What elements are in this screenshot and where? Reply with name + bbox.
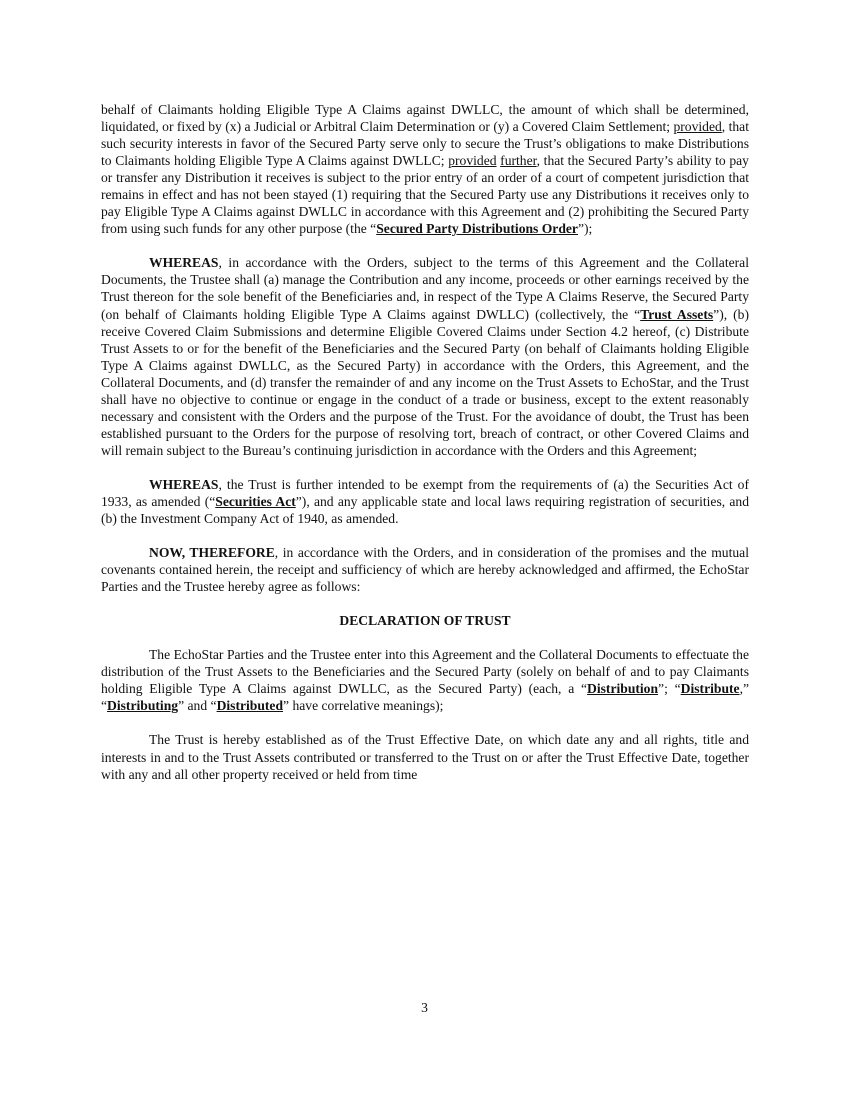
defined-term-distributing: Distributing — [107, 698, 179, 714]
paragraph-trust-established: The Trust is hereby established as of the Trust Effective Date, on which date any and all rights, title and interests in and to the Trust Assets contributed or transferred to the Trust on or after the Trust Effective Date, together with any and all other property received or held from time — [101, 732, 749, 782]
paragraph-distribution-definition: The EchoStar Parties and the Trustee enter into this Agreement and the Collateral Documents to effectuate the distribution of the Trust Assets to the Beneficiaries and the Secured Party (solely on behalf of and to pay Claimants holding Eligible Type A Claims against DWLLC, as the Secured Party) (each, a “Distribution”; “Distribute,” “Distributing” and “Distributed” have correlative meanings); — [101, 647, 749, 714]
section-heading: DECLARATION OF TRUST — [339, 613, 511, 629]
document-body — [101, 101, 749, 800]
page-number: 3 — [421, 1000, 428, 1015]
paragraph-now-therefore: NOW, THEREFORE, in accordance with the Orders, and in consideration of the promises and the mutual covenants contained herein, the receipt and sufficiency of which are hereby acknowledged and affirmed, the EchoStar Parties and the Trustee hereby agree as follows: — [101, 545, 749, 595]
paragraph-secured-party-order: behalf of Claimants holding Eligible Type A Claims against DWLLC, the amount of which shall be determined, liquidated, or fixed by (x) a Judicial or Arbitral Claim Determination or (y) a Covered Claim Settlement; provided, that such security interests in favor of the Secured Party serve only to secure the Trust’s obligations to make Distributions to Claimants holding Eligible Type A Claims against DWLLC; provided further, that the Secured Party’s ability to pay or transfer any Distribution it receives is subject to the prior entry of an order of a court of competent jurisdiction that remains in effect and has not been stayed (1) requiring that the Secured Party use any Distributions it receives only to pay Eligible Type A Claims against DWLLC in accordance with this Agreement and (2) prohibiting the Secured Party from using such funds for any other purpose (the “Secured Party Distributions Order”); — [101, 102, 749, 237]
defined-term-distributed: Distributed — [216, 698, 284, 714]
provided-term: provided — [448, 153, 497, 169]
defined-term-trust-assets: Trust Assets — [640, 306, 714, 322]
defined-term-distribution: Distribution — [587, 681, 659, 697]
now-therefore-lead: NOW, THEREFORE — [149, 545, 275, 561]
whereas-lead: WHEREAS — [149, 476, 219, 492]
provided-term: provided — [673, 119, 722, 135]
defined-term-securities-act: Securities Act — [215, 493, 296, 509]
further-term: further — [500, 153, 537, 169]
whereas-lead: WHEREAS — [149, 255, 219, 271]
paragraph-whereas-trust-assets: WHEREAS, in accordance with the Orders, subject to the terms of this Agreement and the Collateral Documents, the Trustee shall (a) manage the Contribution and any income, proceeds or other earnings received by the Trust thereon for the sole benefit of the Beneficiaries and, in respect of the Type A Claims Reserve, the Secured Party (on behalf of Claimants holding Eligible Type A Claims against DWLLC) (collectively, the “Trust Assets”), (b) receive Covered Claim Submissions and determine Eligible Covered Claims under Section 4.2 hereof, (c) Distribute Trust Assets to or for the benefit of the Beneficiaries and the Secured Party (on behalf of Claimants holding Eligible Type A Claims against DWLLC, as the Secured Party) in accordance with the Orders, this Agreement, and the Collateral Documents, and (d) transfer the remainder of and any income on the Trust Assets to EchoStar, and the Trust shall have no objective to continue or engage in the conduct of a trade or business, except to the extent reasonably necessary and consistent with the Orders and the purpose of the Trust. For the avoidance of doubt, the Trust has been established pursuant to the Orders for the purpose of resolving tort, breach of contract, or other Covered Claims and will remain subject to the Bureau’s continuing jurisdiction in accordance with the Orders and this Agreement; — [101, 255, 749, 458]
defined-term-distribute: Distribute — [680, 681, 740, 697]
defined-term-secured-party-distributions-order: Secured Party Distributions Order — [376, 221, 578, 237]
paragraph-whereas-securities-act: WHEREAS, the Trust is further intended to be exempt from the requirements of (a) the Securities Act of 1933, as amended (“Securities Act”), and any applicable state and local laws requiring registration of securities, and (b) the Investment Company Act of 1940, as amended. — [101, 476, 749, 527]
